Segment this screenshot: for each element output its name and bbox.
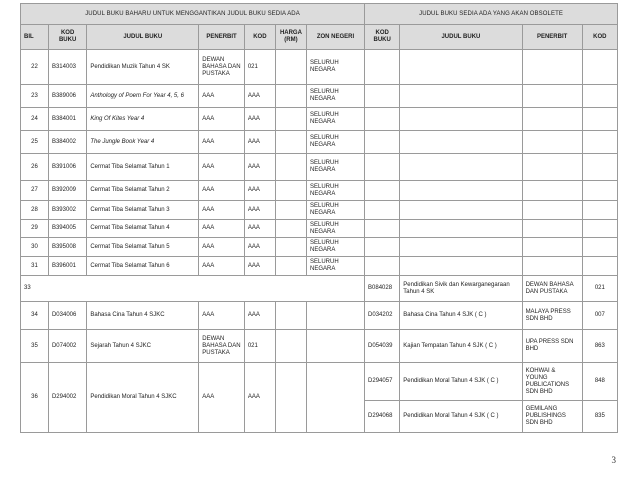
cell-bil: 33 [21,276,365,302]
cell-kod-buku: D294002 [48,363,86,433]
cell-bil: 30 [21,238,49,257]
col-penerbit: PENERBIT [199,25,245,50]
col-penerbit-old: PENERBIT [522,25,582,50]
cell-penerbit: AAA [199,238,245,257]
col-kod: KOD [244,25,275,50]
cell-kod-buku: B395008 [48,238,86,257]
table-row [21,201,618,220]
cell-zon: SELURUH NEGARA [306,50,364,85]
col-zon-negeri: ZON NEGERI [306,25,364,50]
table-row [21,85,618,108]
cell-bil: 24 [21,108,49,131]
cell-judul: Cermat Tiba Selamat Tahun 6 [87,257,199,276]
cell-old-kod: 021 [582,276,617,302]
cell-old-kod-buku: D034202 [365,302,400,330]
cell-zon: SELURUH NEGARA [306,238,364,257]
cell-old-kod: 848 [582,363,617,401]
cell-judul: Cermat Tiba Selamat Tahun 5 [87,238,199,257]
cell-kod-buku: B314003 [48,50,86,85]
table-row [21,50,618,85]
cell-bil: 25 [21,131,49,154]
cell-kod-buku: B391006 [48,154,86,181]
cell-bil: 26 [21,154,49,181]
cell-kod: AAA [244,154,275,181]
cell-bil: 31 [21,257,49,276]
cell-judul: Anthology of Poem For Year 4, 5, 6 [87,85,199,108]
cell-bil: 34 [21,302,49,330]
cell-old-judul: Pendidikan Moral Tahun 4 SJK ( C ) [400,363,522,401]
cell-penerbit: AAA [199,302,245,330]
cell-bil: 28 [21,201,49,220]
cell-kod-buku: B384002 [48,131,86,154]
page-number: 3 [611,455,616,465]
cell-kod-buku: B393002 [48,201,86,220]
column-header-row [21,25,618,50]
table-row [21,220,618,238]
cell-kod: AAA [244,302,275,330]
cell-zon: SELURUH NEGARA [306,131,364,154]
cell-kod: AAA [244,181,275,201]
cell-judul: Cermat Tiba Selamat Tahun 2 [87,181,199,201]
table-row [21,276,618,302]
table-row [21,330,618,363]
cell-zon: SELURUH NEGARA [306,85,364,108]
cell-penerbit: AAA [199,154,245,181]
cell-kod: 021 [244,330,275,363]
cell-old-kod: 007 [582,302,617,330]
cell-old-penerbit: GEMILANG PUBLISHINGS SDN BHD [522,401,582,433]
table-row [21,131,618,154]
cell-judul: Cermat Tiba Selamat Tahun 3 [87,201,199,220]
cell-bil: 36 [21,363,49,433]
cell-penerbit: AAA [199,257,245,276]
cell-kod-buku: D074002 [48,330,86,363]
cell-judul: Cermat Tiba Selamat Tahun 4 [87,220,199,238]
cell-kod-buku: B394005 [48,220,86,238]
cell-zon: SELURUH NEGARA [306,108,364,131]
cell-kod: 021 [244,50,275,85]
book-replacement-table [20,3,618,433]
cell-kod: AAA [244,108,275,131]
col-harga: HARGA (RM) [275,25,306,50]
cell-penerbit: AAA [199,181,245,201]
cell-judul: The Jungle Book Year 4 [87,131,199,154]
table-row [21,238,618,257]
col-kod-old: KOD [582,25,617,50]
cell-judul: Pendidikan Moral Tahun 4 SJKC [87,363,199,433]
cell-old-penerbit: UPA PRESS SDN BHD [522,330,582,363]
cell-judul: Bahasa Cina Tahun 4 SJKC [87,302,199,330]
cell-penerbit: AAA [199,363,245,433]
cell-old-penerbit: DEWAN BAHASA DAN PUSTAKA [522,276,582,302]
cell-old-kod-buku: D054039 [365,330,400,363]
cell-old-kod-buku: B084028 [365,276,400,302]
table-row [21,302,618,330]
cell-kod: AAA [244,257,275,276]
cell-kod-buku: D034006 [48,302,86,330]
col-kod-buku: KOD BUKU [48,25,86,50]
cell-old-judul: Pendidikan Moral Tahun 4 SJK ( C ) [400,401,522,433]
table-row [21,181,618,201]
new-books-group-header: JUDUL BUKU BAHARU UNTUK MENGGANTIKAN JUDUL BUKU SEDIA ADA [21,4,365,25]
cell-kod-buku: B389006 [48,85,86,108]
cell-old-kod-buku: D294057 [365,363,400,401]
table-row [21,363,618,401]
cell-kod: AAA [244,363,275,433]
cell-kod: AAA [244,131,275,154]
cell-kod-buku: B392009 [48,181,86,201]
cell-kod: AAA [244,201,275,220]
cell-kod: AAA [244,220,275,238]
cell-old-judul: Bahasa Cina Tahun 4 SJK ( C ) [400,302,522,330]
cell-judul: King Of Kites Year 4 [87,108,199,131]
cell-kod: AAA [244,238,275,257]
cell-penerbit: AAA [199,85,245,108]
cell-zon: SELURUH NEGARA [306,181,364,201]
cell-penerbit: AAA [199,108,245,131]
cell-penerbit: AAA [199,201,245,220]
col-judul-buku: JUDUL BUKU [87,25,199,50]
cell-judul: Pendidikan Muzik Tahun 4 SK [87,50,199,85]
cell-judul: Sejarah Tahun 4 SJKC [87,330,199,363]
col-bil: BIL [21,25,49,50]
cell-penerbit: AAA [199,131,245,154]
table-row [21,108,618,131]
cell-kod-buku: B396001 [48,257,86,276]
cell-old-kod-buku: D294068 [365,401,400,433]
table-row [21,154,618,181]
cell-old-penerbit: KOHWAI & YOUNG PUBLICATIONS SDN BHD [522,363,582,401]
cell-bil: 23 [21,85,49,108]
cell-old-kod: 863 [582,330,617,363]
cell-bil: 35 [21,330,49,363]
cell-old-penerbit: MALAYA PRESS SDN BHD [522,302,582,330]
cell-old-kod: 835 [582,401,617,433]
cell-zon: SELURUH NEGARA [306,257,364,276]
col-judul-buku-old: JUDUL BUKU [400,25,522,50]
cell-zon: SELURUH NEGARA [306,201,364,220]
cell-bil: 27 [21,181,49,201]
col-kod-buku-old: KOD BUKU [365,25,400,50]
table-row [21,257,618,276]
cell-bil: 22 [21,50,49,85]
cell-zon: SELURUH NEGARA [306,220,364,238]
cell-old-judul: Kajian Tempatan Tahun 4 SJK ( C ) [400,330,522,363]
cell-old-judul: Pendidikan Sivik dan Kewarganegaraan Tahun 4 SK [400,276,522,302]
cell-kod: AAA [244,85,275,108]
cell-penerbit: AAA [199,220,245,238]
cell-zon: SELURUH NEGARA [306,154,364,181]
cell-penerbit: DEWAN BAHASA DAN PUSTAKA [199,50,245,85]
cell-judul: Cermat Tiba Selamat Tahun 1 [87,154,199,181]
cell-harga [275,50,306,85]
cell-penerbit: DEWAN BAHASA DAN PUSTAKA [199,330,245,363]
cell-kod-buku: B384001 [48,108,86,131]
group-header-row [21,4,618,25]
cell-bil: 29 [21,220,49,238]
obsolete-books-group-header: JUDUL BUKU SEDIA ADA YANG AKAN OBSOLETE [365,4,618,25]
